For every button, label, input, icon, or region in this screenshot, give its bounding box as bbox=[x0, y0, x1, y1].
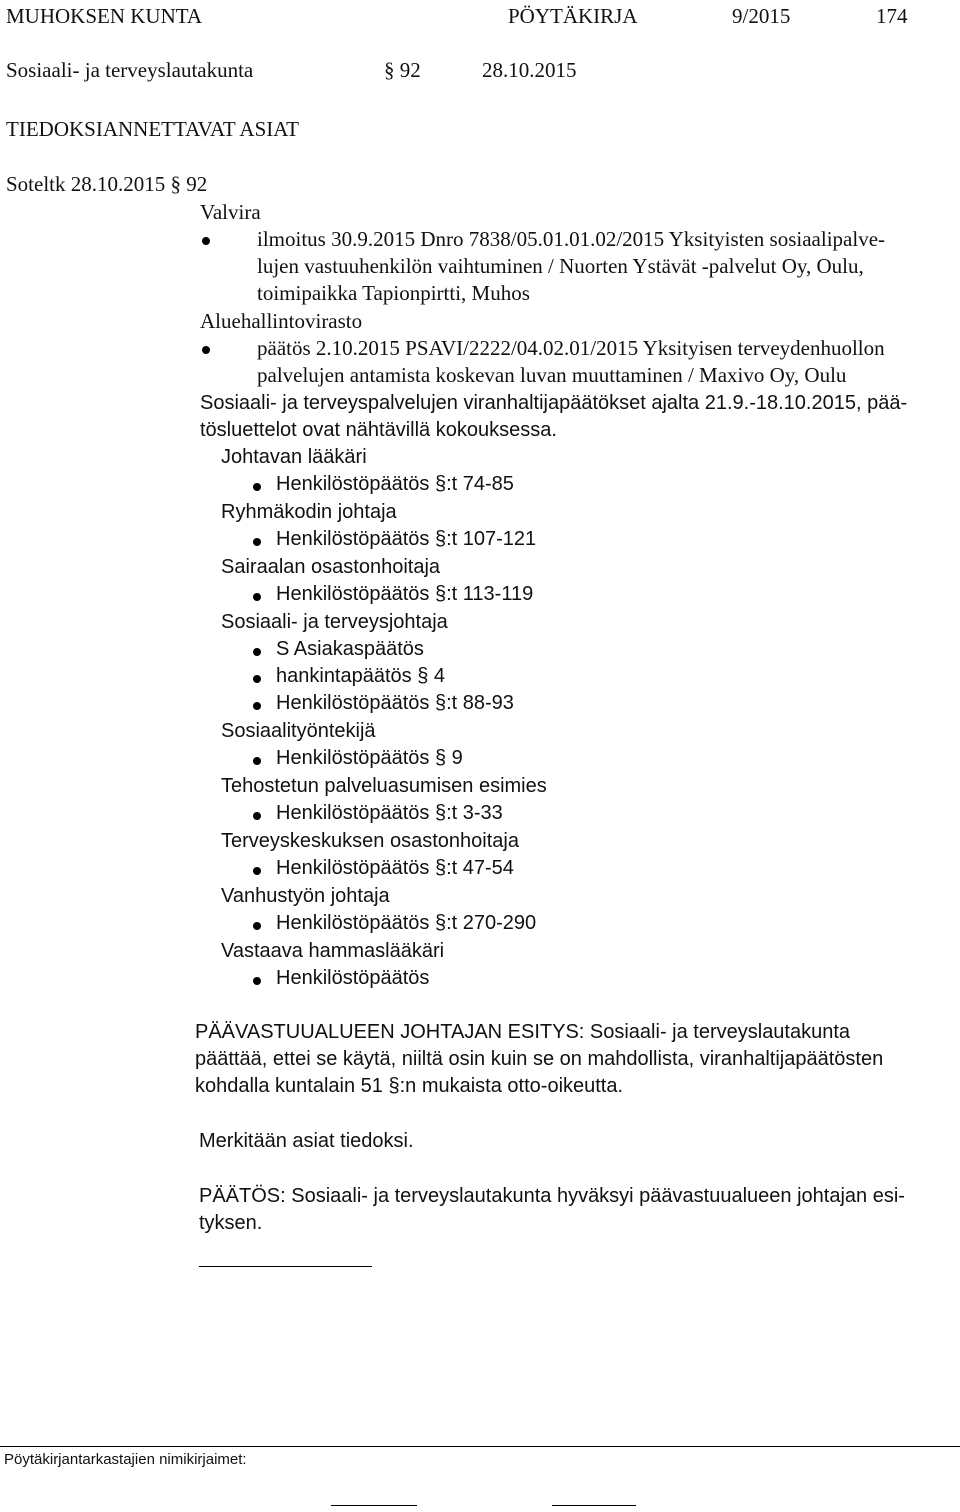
bullet-icon bbox=[253, 867, 261, 875]
avi-line-1: päätös 2.10.2015 PSAVI/2222/04.02.01/2015 Yksityisen terveydenhuollon bbox=[257, 336, 885, 360]
decision-item: hankintapäätös § 4 bbox=[276, 665, 446, 687]
bullet-icon bbox=[253, 675, 261, 683]
reference-line: Soteltk 28.10.2015 § 92 bbox=[6, 172, 208, 196]
signature-label: Pöytäkirjantarkastajien nimikirjaimet: bbox=[4, 1451, 247, 1468]
note-text: Merkitään asiat tiedoksi. bbox=[199, 1130, 414, 1152]
official-role: Ryhmäkodin johtaja bbox=[221, 501, 397, 523]
section-end-rule bbox=[199, 1266, 372, 1267]
official-role: Vastaava hammaslääkäri bbox=[221, 940, 445, 962]
bullet-icon bbox=[253, 483, 261, 491]
signature-line-2 bbox=[552, 1505, 636, 1506]
decision-item: Henkilöstöpäätös §:t 74-85 bbox=[276, 473, 514, 495]
bullet-icon bbox=[253, 538, 261, 546]
document-number: 9/2015 bbox=[732, 4, 791, 28]
decision-item: Henkilöstöpäätös §:t 270-290 bbox=[276, 912, 537, 934]
decision-item: Henkilöstöpäätös § 9 bbox=[276, 747, 463, 769]
official-role: Sairaalan osastonhoitaja bbox=[221, 556, 441, 578]
decision-line-1: PÄÄTÖS: Sosiaali- ja terveyslautakunta hyväksyi päävastuualueen johtajan esi- bbox=[199, 1185, 905, 1207]
decision-item: S Asiakaspäätös bbox=[276, 638, 424, 660]
valvira-line-3: toimipaikka Tapionpirtti, Muhos bbox=[257, 281, 530, 305]
section-number: § 92 bbox=[384, 58, 421, 82]
decision-item: Henkilöstöpäätös §:t 47-54 bbox=[276, 857, 514, 879]
municipality-name: MUHOKSEN KUNTA bbox=[6, 4, 203, 28]
decisions-intro-line-2: tösluettelot ovat nähtävillä kokouksessa. bbox=[200, 419, 557, 441]
proposal-line-2: päättää, ettei se käytä, niiltä osin kuin se on mahdollista, viranhaltijapäätösten bbox=[195, 1048, 884, 1070]
decision-item: Henkilöstöpäätös §:t 107-121 bbox=[276, 528, 537, 550]
signature-line-1 bbox=[331, 1505, 417, 1506]
decision-item: Henkilöstöpäätös §:t 88-93 bbox=[276, 692, 514, 714]
bullet-icon bbox=[253, 702, 261, 710]
valvira-heading: Valvira bbox=[200, 200, 261, 224]
bullet-icon bbox=[253, 812, 261, 820]
bullet-icon bbox=[253, 593, 261, 601]
page-title: TIEDOKSIANNETTAVAT ASIAT bbox=[6, 117, 299, 141]
official-role: Sosiaali- ja terveysjohtaja bbox=[221, 611, 448, 633]
bullet-icon bbox=[202, 237, 210, 245]
bullet-icon bbox=[253, 648, 261, 656]
bullet-icon bbox=[202, 346, 210, 354]
footer-divider bbox=[0, 1446, 960, 1447]
document-type: PÖYTÄKIRJA bbox=[508, 4, 638, 28]
official-role: Terveyskeskuksen osastonhoitaja bbox=[221, 830, 519, 852]
avi-heading: Aluehallintovirasto bbox=[200, 309, 363, 333]
official-role: Sosiaalityöntekijä bbox=[221, 720, 376, 742]
meeting-date: 28.10.2015 bbox=[482, 58, 577, 82]
bullet-icon bbox=[253, 757, 261, 765]
decisions-intro-line-1: Sosiaali- ja terveyspalvelujen viranhaltijapäätökset ajalta 21.9.-18.10.2015, pää- bbox=[200, 392, 908, 414]
avi-line-2: palvelujen antamista koskevan luvan muuttaminen / Maxivo Oy, Oulu bbox=[257, 363, 847, 387]
official-role: Tehostetun palveluasumisen esimies bbox=[221, 775, 547, 797]
valvira-line-2: lujen vastuuhenkilön vaihtuminen / Nuorten Ystävät -palvelut Oy, Oulu, bbox=[257, 254, 864, 278]
decision-item: Henkilöstöpäätös bbox=[276, 967, 430, 989]
proposal-line-1: PÄÄVASTUUALUEEN JOHTAJAN ESITYS: Sosiaali- ja terveyslautakunta bbox=[195, 1021, 851, 1043]
decision-line-2: tyksen. bbox=[199, 1212, 263, 1234]
board-name: Sosiaali- ja terveyslautakunta bbox=[6, 58, 254, 82]
proposal-line-3: kohdalla kuntalain 51 §:n mukaista otto-oikeutta. bbox=[195, 1075, 624, 1097]
decision-item: Henkilöstöpäätös §:t 113-119 bbox=[276, 583, 534, 605]
official-role: Vanhustyön johtaja bbox=[221, 885, 390, 907]
bullet-icon bbox=[253, 977, 261, 985]
page-number: 174 bbox=[876, 4, 908, 28]
valvira-line-1: ilmoitus 30.9.2015 Dnro 7838/05.01.01.02/2015 Yksityisten sosiaalipalve- bbox=[257, 227, 886, 251]
official-role: Johtavan lääkäri bbox=[221, 446, 367, 468]
decision-item: Henkilöstöpäätös §:t 3-33 bbox=[276, 802, 503, 824]
bullet-icon bbox=[253, 922, 261, 930]
